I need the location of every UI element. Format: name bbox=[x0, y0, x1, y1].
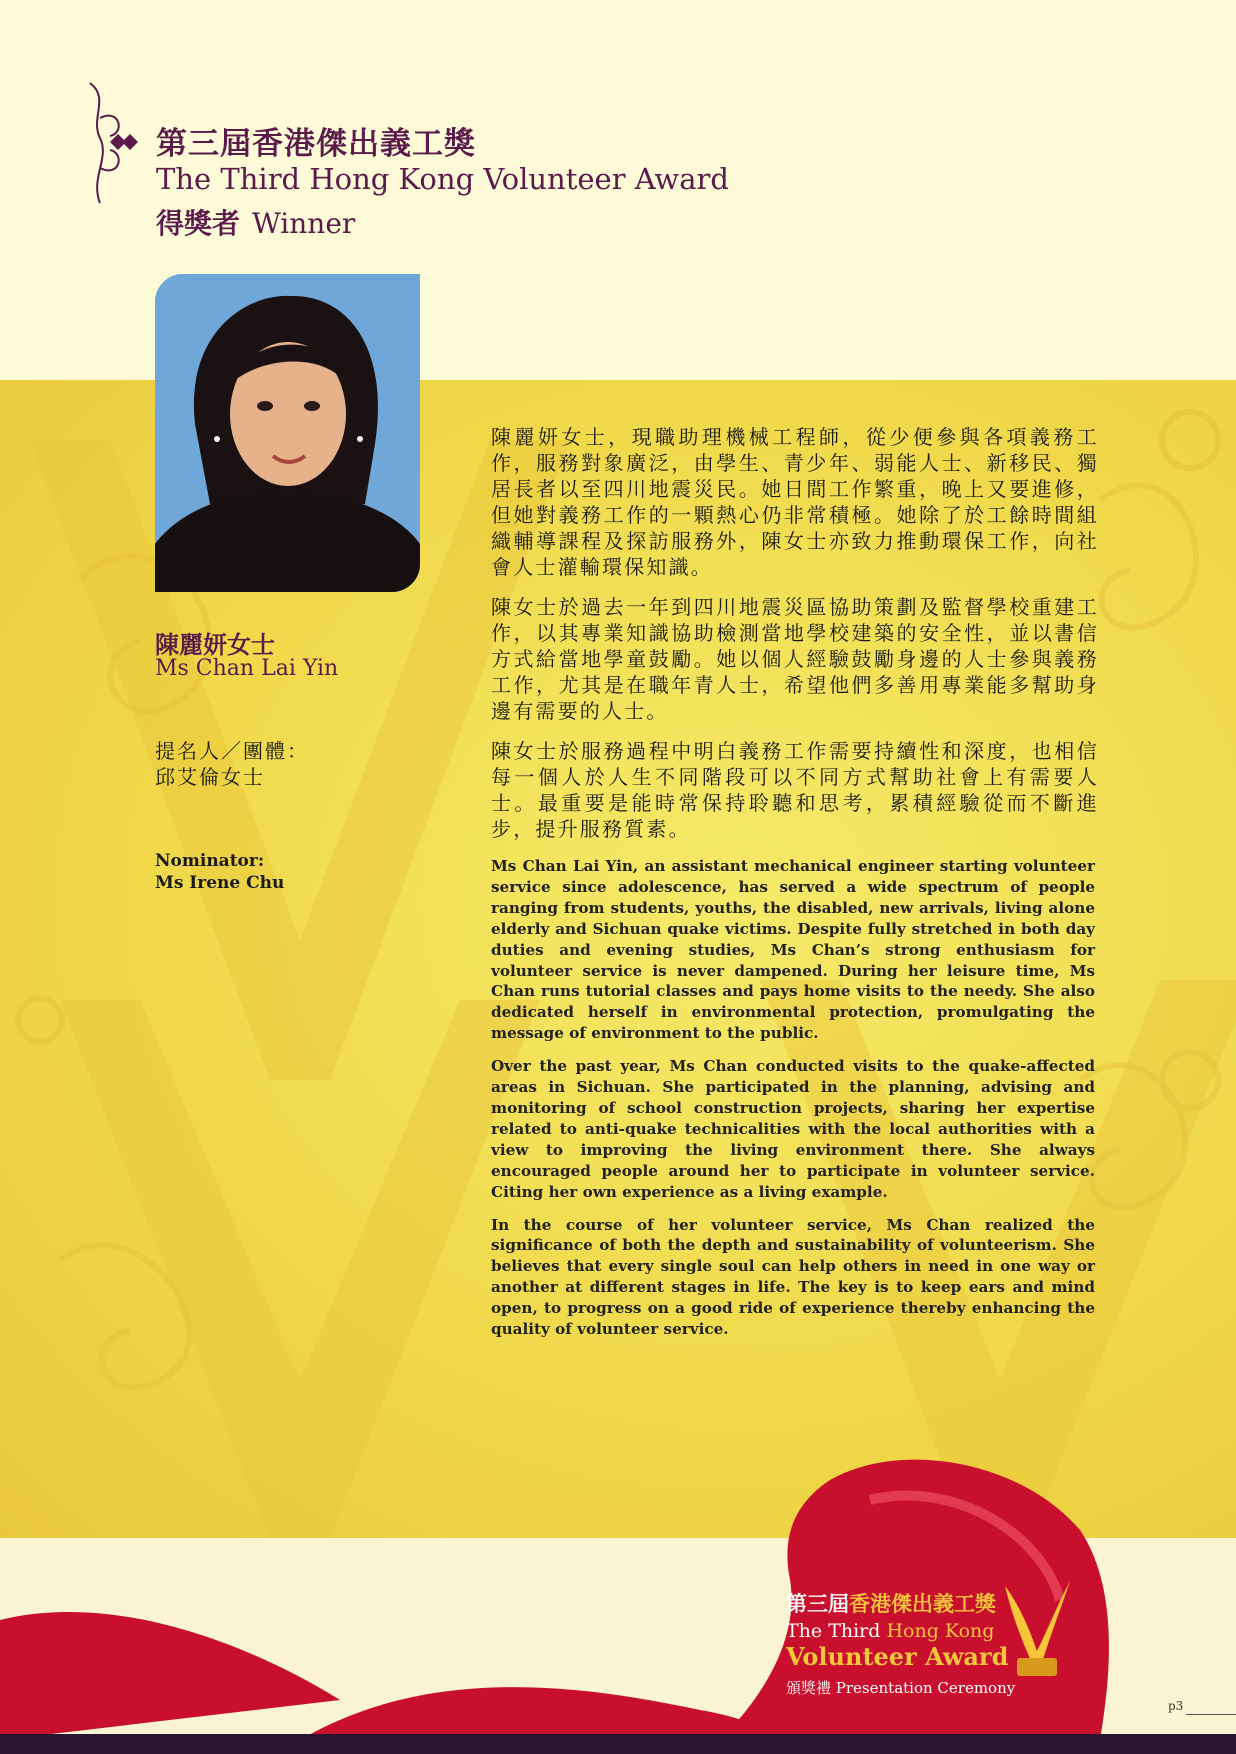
biography-zh-paragraph: 陳麗妍女士，現職助理機械工程師，從少便參與各項義務工作，服務對象廣泛，由學生、青少年、弱能人士、新移民、獨居長者以至四川地震災民。她日間工作繁重，晚上又要進修，但她對義務工作的一顆熱心仍非常積極。她除了於工餘時間組織輔導課程及探訪服務外，陳女士亦致力推動環保工作，向社會人士灌輸環保知識。 bbox=[491, 425, 1099, 579]
logo-zh-highlight: 香港傑出義工獎 bbox=[849, 1591, 996, 1616]
v-trophy-icon bbox=[995, 1576, 1075, 1686]
nominator-name-zh: 邱艾倫女士 bbox=[155, 765, 265, 789]
nominator-en-block bbox=[155, 850, 284, 894]
winner-portrait-photo bbox=[155, 274, 420, 592]
nominator-name-en: Ms Irene Chu bbox=[155, 873, 285, 893]
logo-ceremony-zh: 頒獎禮 bbox=[786, 1679, 832, 1697]
biography-en-paragraph: Over the past year, Ms Chan conducted visits to the quake-affected areas in Sichuan. She participated in the planning, advising and monitoring of school construction projects, sharing her expertise related to anti-quake technicalities with the local authorities with a view to improving the living environment there. She always encouraged people around her to participate in volunteer service. Citing her own experience as a living example. bbox=[491, 1057, 1095, 1201]
winner-label-zh: 得獎者 bbox=[156, 207, 241, 240]
biography-en-paragraph: Ms Chan Lai Yin, an assistant mechanical engineer starting volunteer service since adolescence, has served a wide spectrum of people ranging from students, youths, the disabled, new arrivals, living alone elderly and Sichuan quake victims. Despite fully stretched in both day duties and evening studies, Ms Chan’s strong enthusiasm for volunteer service is never dampened. During her leisure time, Ms Chan runs tutorial classes and pays home visits to the needy. She also dedicated herself in environmental protection, promulgating the message of environment to the public. bbox=[491, 857, 1095, 1043]
biography-en-paragraph: In the course of her volunteer service, Ms Chan realized the significance of both the depth and sustainability of volunteerism. She believes that every single soul can help others in need in one way or another at different stages in life. The key is to keep ears and mind open, to progress on a good ride of experience thereby enhancing the quality of volunteer service. bbox=[491, 1215, 1095, 1339]
biography-en bbox=[491, 856, 1095, 1352]
portrait-illustration bbox=[155, 274, 420, 592]
page-number-rule bbox=[1186, 1714, 1236, 1715]
flourish-ornament-icon bbox=[80, 78, 150, 208]
nominator-label-zh: 提名人／團體： bbox=[155, 739, 309, 763]
winner-name-en: Ms Chan Lai Yin bbox=[155, 656, 339, 681]
nominator-label-en: Nominator: bbox=[155, 851, 265, 871]
award-ceremony-logo bbox=[786, 1588, 1026, 1698]
winner-label-en: Winner bbox=[252, 207, 356, 240]
bottom-dark-strip bbox=[0, 1734, 1236, 1754]
logo-title-zh bbox=[786, 1588, 1026, 1618]
logo-ceremony-en: Presentation Ceremony bbox=[835, 1679, 1016, 1697]
biography-zh bbox=[491, 424, 1099, 856]
logo-en-prefix: The Third bbox=[786, 1620, 887, 1642]
logo-en-highlight: Hong Kong bbox=[886, 1620, 995, 1642]
logo-title-en-line2: Volunteer Award bbox=[786, 1642, 1009, 1671]
nominator-zh-block bbox=[155, 738, 309, 790]
award-title-zh: 第三屆香港傑出義工獎 bbox=[156, 126, 476, 162]
logo-title-en-line1 bbox=[786, 1620, 1026, 1642]
winner-name-zh: 陳麗妍女士 bbox=[155, 630, 275, 659]
winner-label bbox=[156, 202, 355, 242]
logo-ceremony bbox=[786, 1677, 1026, 1698]
biography-zh-paragraph: 陳女士於服務過程中明白義務工作需要持續性和深度，也相信每一個人於人生不同階段可以不同方式幫助社會上有需要人士。最重要是能時常保持聆聽和思考，累積經驗從而不斷進步，提升服務質素。 bbox=[491, 739, 1099, 841]
logo-zh-prefix: 第三屆 bbox=[786, 1591, 849, 1616]
biography-zh-paragraph: 陳女士於過去一年到四川地震災區協助策劃及監督學校重建工作，以其專業知識協助檢測當地學校建築的安全性，並以書信方式給當地學童鼓勵。她以個人經驗鼓勵身邊的人士參與義務工作，尤其是在職年青人士，希望他們多善用專業能多幫助身邊有需要的人士。 bbox=[491, 595, 1099, 723]
award-title-en: The Third Hong Kong Volunteer Award bbox=[156, 162, 729, 196]
page-number: p3 bbox=[1168, 1699, 1184, 1713]
